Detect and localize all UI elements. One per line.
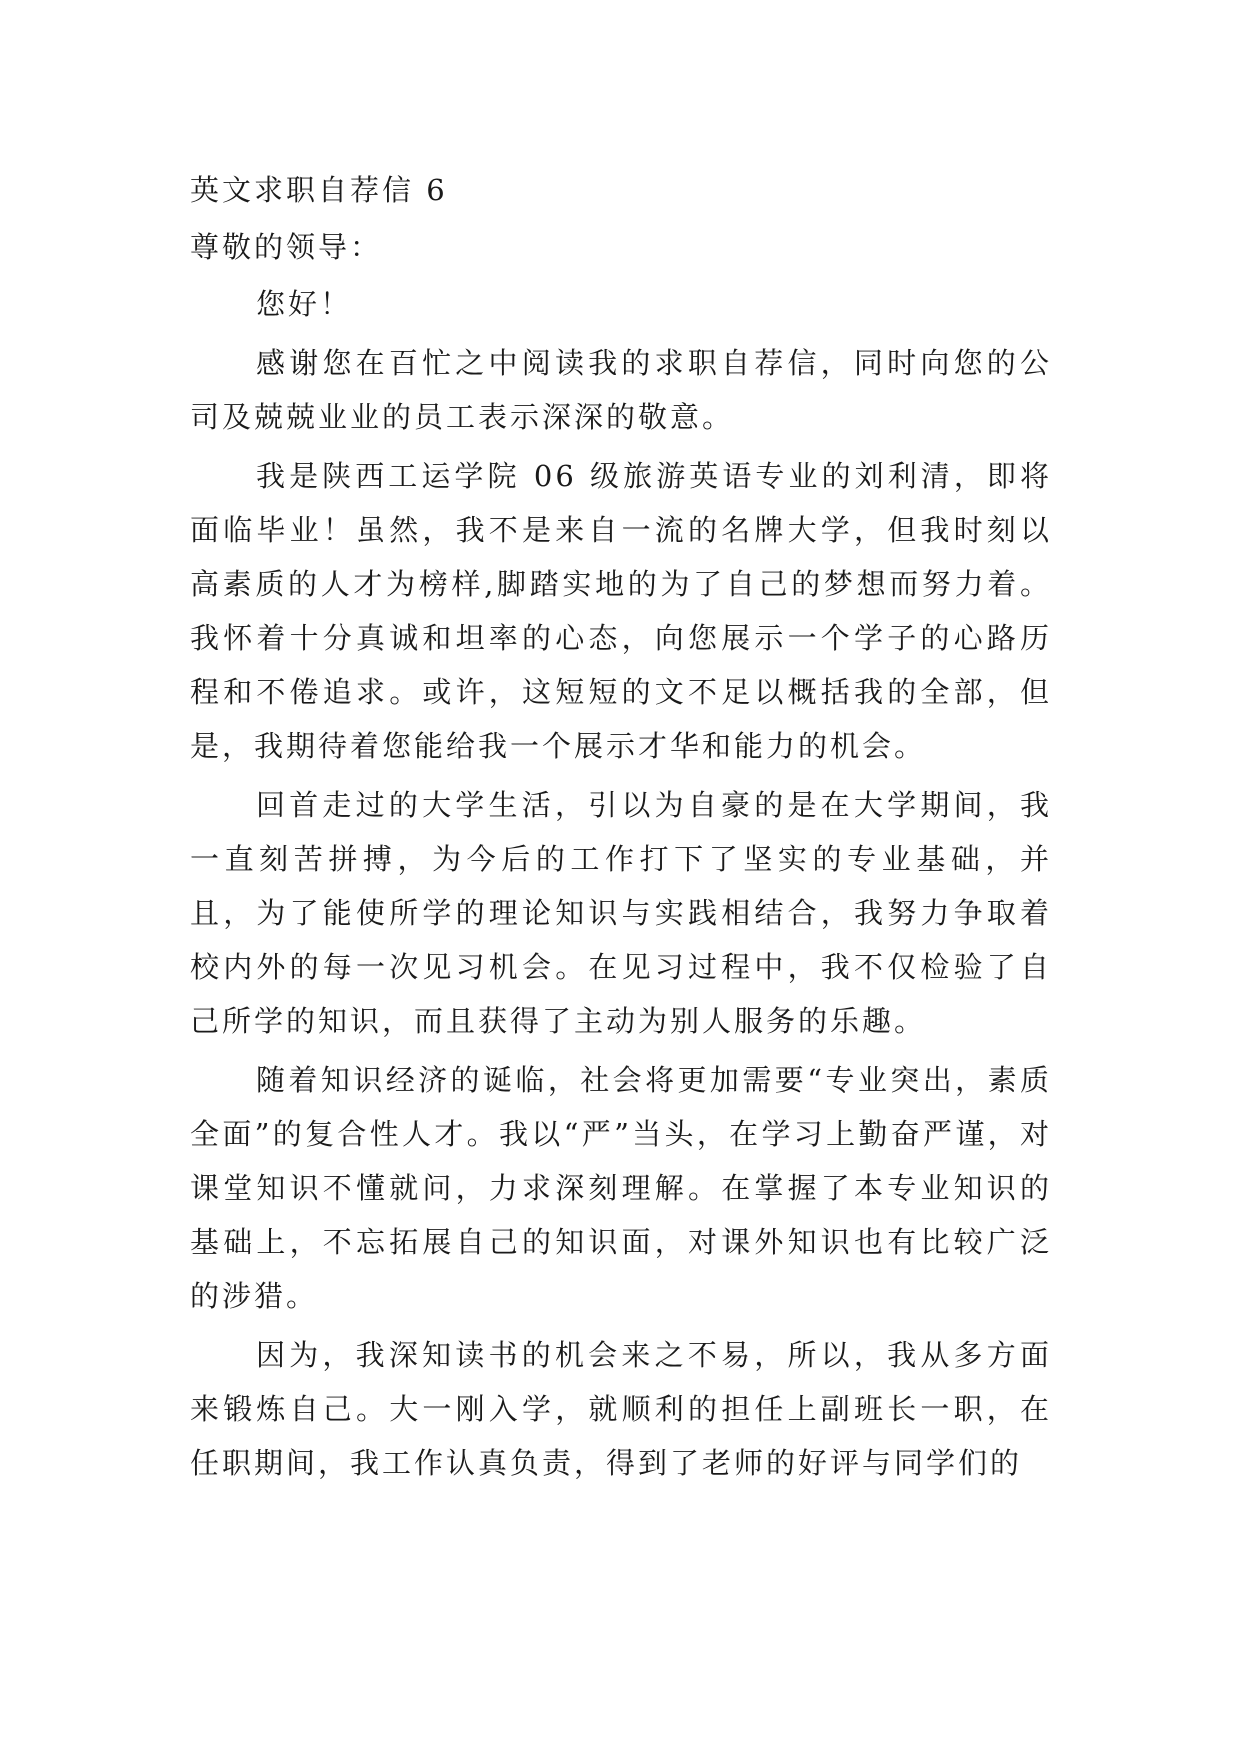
paragraph-introduction: 我是陕西工运学院 06 级旅游英语专业的刘利清，即将面临毕业！虽然，我不是来自一流的名牌大学，但我时刻以高素质的人才为榜样,脚踏实地的为了自己的梦想而努力着。我怀着十分真诚和坦率的心态，向您展示一个学子的心路历程和不倦追求。或许，这短短的文不足以概括我的全部，但是，我期待着您能给我一个展示才华和能力的机会。 bbox=[190, 459, 1052, 763]
document-body bbox=[190, 163, 1052, 1490]
paragraph-knowledge-economy: 随着知识经济的诞临，社会将更加需要“专业突出，素质全面”的复合性人才。我以“严”当头，在学习上勤奋严谨，对课堂知识不懂就问，力求深刻理解。在掌握了本专业知识的基础上，不忘拓展自己的知识面，对课外知识也有比较广泛的涉猎。 bbox=[190, 1063, 1052, 1313]
paragraph-self-training: 因为，我深知读书的机会来之不易，所以，我从多方面来锻炼自己。大一刚入学，就顺利的担任上副班长一职，在任职期间，我工作认真负责，得到了老师的好评与同学们的 bbox=[190, 1338, 1052, 1480]
greeting: 您好！ bbox=[256, 287, 353, 321]
salutation: 尊敬的领导： bbox=[190, 230, 383, 264]
paragraph-university-life: 回首走过的大学生活，引以为自豪的是在大学期间，我一直刻苦拼搏，为今后的工作打下了坚实的专业基础，并且，为了能使所学的理论知识与实践相结合，我努力争取着校内外的每一次见习机会。在见习过程中，我不仅检验了自己所学的知识，而且获得了主动为别人服务的乐趣。 bbox=[190, 788, 1052, 1038]
document-title: 英文求职自荐信 6 bbox=[190, 173, 448, 207]
paragraph-thanks: 感谢您在百忙之中阅读我的求职自荐信，同时向您的公司及兢兢业业的员工表示深深的敬意。 bbox=[190, 346, 1052, 434]
